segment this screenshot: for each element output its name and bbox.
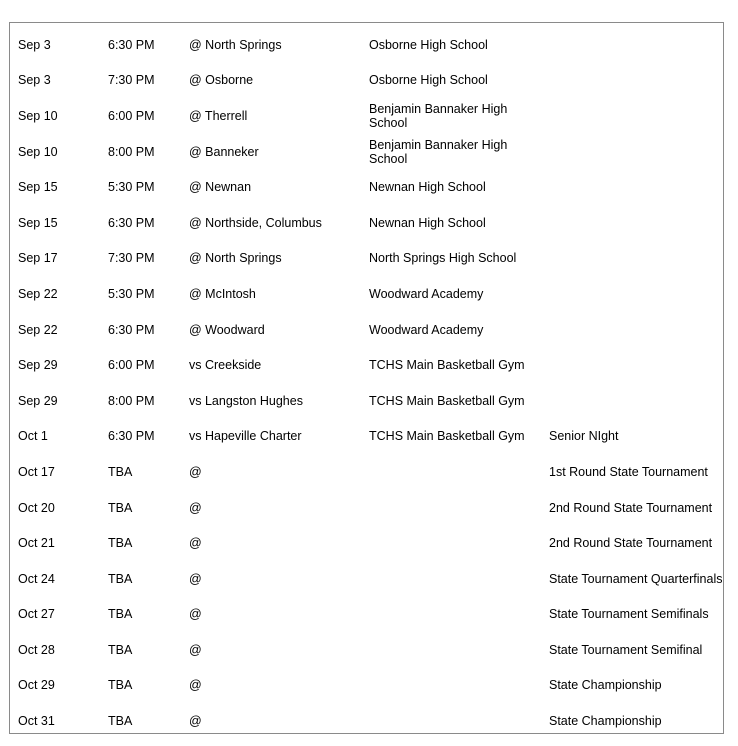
date-cell: Oct 24 (18, 571, 55, 586)
location-cell: Woodward Academy (369, 322, 484, 337)
table-row (10, 383, 723, 419)
table-row (10, 134, 723, 170)
time-cell: 5:30 PM (108, 286, 155, 301)
opponent-cell: @ North Springs (189, 251, 282, 266)
location-cell: Benjamin Bannaker High School (369, 101, 508, 130)
table-row (10, 276, 723, 312)
table-row (10, 490, 723, 526)
table-row (10, 419, 723, 455)
note-cell (541, 27, 723, 63)
table-row (10, 312, 723, 348)
location-cell: Newnan High School (369, 215, 486, 230)
location-cell (361, 490, 541, 526)
opponent-cell: @ (189, 607, 202, 622)
date-cell: Sep 10 (18, 108, 58, 123)
date-cell: Sep 3 (18, 37, 51, 52)
note-cell (541, 98, 723, 134)
opponent-cell: @ (189, 536, 202, 551)
note-cell: State Tournament Quarterfinals (549, 571, 723, 586)
time-cell: 8:00 PM (108, 144, 155, 159)
table-row (10, 632, 723, 668)
table-row (10, 525, 723, 561)
schedule-table (10, 27, 723, 739)
opponent-cell: @ North Springs (189, 37, 282, 52)
date-cell: Oct 20 (18, 500, 55, 515)
location-cell: TCHS Main Basketball Gym (369, 429, 525, 444)
location-cell: TCHS Main Basketball Gym (369, 393, 525, 408)
time-cell: TBA (108, 607, 133, 622)
table-row (10, 241, 723, 277)
opponent-cell: @ (189, 714, 202, 729)
date-cell: Sep 22 (18, 286, 58, 301)
time-cell: 6:30 PM (108, 322, 155, 337)
opponent-cell: @ Newnan (189, 180, 252, 195)
location-cell (361, 525, 541, 561)
opponent-cell: @ Banneker (189, 144, 259, 159)
table-row (10, 597, 723, 633)
location-cell (361, 703, 541, 739)
date-cell: Oct 17 (18, 464, 55, 479)
location-cell: Osborne High School (369, 37, 488, 52)
note-cell: 2nd Round State Tournament (549, 536, 713, 551)
table-row (10, 169, 723, 205)
date-cell: Sep 22 (18, 322, 58, 337)
time-cell: 6:30 PM (108, 215, 155, 230)
date-cell: Oct 31 (18, 714, 55, 729)
table-row (10, 347, 723, 383)
location-cell (361, 668, 541, 704)
date-cell: Sep 15 (18, 180, 58, 195)
time-cell: 6:30 PM (108, 429, 155, 444)
opponent-cell: @ Woodward (189, 322, 265, 337)
schedule-frame (9, 22, 724, 734)
date-cell: Sep 29 (18, 358, 58, 373)
table-row (10, 703, 723, 739)
opponent-cell: @ Therrell (189, 108, 248, 123)
date-cell: Sep 3 (18, 73, 51, 88)
date-cell: Oct 1 (18, 429, 48, 444)
time-cell: TBA (108, 571, 133, 586)
time-cell: TBA (108, 642, 133, 657)
table-row (10, 63, 723, 99)
date-cell: Sep 10 (18, 144, 58, 159)
note-cell: Senior NIght (549, 429, 619, 444)
location-cell (361, 454, 541, 490)
table-row (10, 98, 723, 134)
table-row (10, 561, 723, 597)
note-cell: 1st Round State Tournament (549, 464, 708, 479)
opponent-cell: vs Hapeville Charter (189, 429, 302, 444)
time-cell: TBA (108, 678, 133, 693)
opponent-cell: @ McIntosh (189, 286, 256, 301)
note-cell (541, 63, 723, 99)
opponent-cell: @ Northside, Columbus (189, 215, 322, 230)
opponent-cell: @ Osborne (189, 73, 254, 88)
note-cell (541, 383, 723, 419)
location-cell: TCHS Main Basketball Gym (369, 358, 525, 373)
location-cell: North Springs High School (369, 251, 517, 266)
note-cell: State Championship (549, 678, 662, 693)
note-cell (541, 241, 723, 277)
note-cell: 2nd Round State Tournament (549, 500, 713, 515)
date-cell: Sep 29 (18, 393, 58, 408)
location-cell (361, 561, 541, 597)
location-cell: Osborne High School (369, 73, 488, 88)
note-cell (541, 205, 723, 241)
time-cell: 7:30 PM (108, 73, 155, 88)
opponent-cell: @ (189, 500, 202, 515)
location-cell: Newnan High School (369, 180, 486, 195)
date-cell: Sep 17 (18, 251, 58, 266)
time-cell: 7:30 PM (108, 251, 155, 266)
note-cell: State Tournament Semifinal (549, 642, 703, 657)
note-cell (541, 276, 723, 312)
time-cell: 5:30 PM (108, 180, 155, 195)
opponent-cell: @ (189, 642, 202, 657)
location-cell (361, 597, 541, 633)
note-cell (541, 312, 723, 348)
time-cell: 6:00 PM (108, 108, 155, 123)
opponent-cell: vs Creekside (189, 358, 262, 373)
table-row (10, 668, 723, 704)
note-cell: State Championship (549, 714, 662, 729)
table-row (10, 205, 723, 241)
location-cell: Woodward Academy (369, 286, 484, 301)
location-cell (361, 632, 541, 668)
time-cell: TBA (108, 536, 133, 551)
table-row (10, 27, 723, 63)
time-cell: TBA (108, 500, 133, 515)
note-cell (541, 169, 723, 205)
time-cell: TBA (108, 714, 133, 729)
schedule-body (10, 27, 723, 739)
date-cell: Oct 28 (18, 642, 55, 657)
time-cell: TBA (108, 464, 133, 479)
date-cell: Oct 21 (18, 536, 55, 551)
note-cell: State Tournament Semifinals (549, 607, 709, 622)
opponent-cell: vs Langston Hughes (189, 393, 303, 408)
note-cell (541, 134, 723, 170)
opponent-cell: @ (189, 464, 202, 479)
time-cell: 6:30 PM (108, 37, 155, 52)
date-cell: Oct 27 (18, 607, 55, 622)
location-cell: Benjamin Bannaker High School (369, 137, 508, 166)
date-cell: Sep 15 (18, 215, 58, 230)
opponent-cell: @ (189, 571, 202, 586)
time-cell: 8:00 PM (108, 393, 155, 408)
time-cell: 6:00 PM (108, 358, 155, 373)
opponent-cell: @ (189, 678, 202, 693)
note-cell (541, 347, 723, 383)
table-row (10, 454, 723, 490)
date-cell: Oct 29 (18, 678, 55, 693)
